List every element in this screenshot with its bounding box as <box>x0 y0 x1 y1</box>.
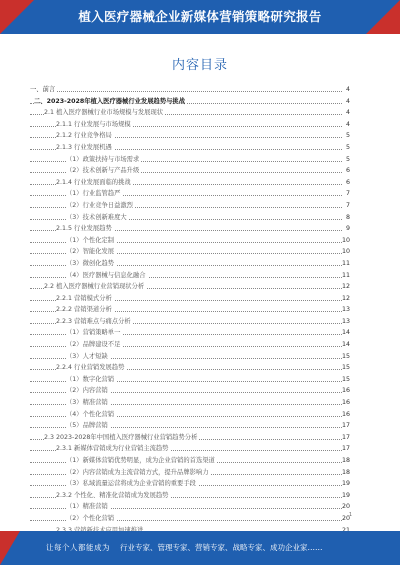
toc-entry-text: （4）医疗器械与信息化融合 <box>66 270 148 282</box>
toc-entry-page: 6 <box>342 165 350 177</box>
toc-entry-text: （1）行业监管趋严 <box>66 188 122 200</box>
page-header <box>0 0 400 34</box>
toc-entry-page: 16 <box>342 409 350 421</box>
toc-entry-page: 9 <box>342 223 350 235</box>
toc-entry[interactable] <box>30 223 350 235</box>
toc-entry-text: （1）新媒体营销优势明显，成为企业营销的首选渠道 <box>66 455 217 467</box>
toc-entry[interactable] <box>30 409 350 421</box>
toc-entry-page: 10 <box>342 246 350 258</box>
toc-entry[interactable] <box>30 154 350 166</box>
toc-entry-page: 6 <box>342 177 350 189</box>
toc-entry[interactable] <box>30 513 350 525</box>
toc-entry-text: （2）内容营销成为主流营销方式，提升品牌影响力 <box>66 467 211 479</box>
toc-entry-page: 17 <box>342 443 350 455</box>
toc-entry-text: （2）个性化营销 <box>66 513 116 525</box>
toc-entry[interactable] <box>30 327 350 339</box>
toc-entry-text: 一、前言 <box>30 84 57 96</box>
toc-entry-page: 11 <box>342 270 350 282</box>
toc-entry-text: 二、2023-2028年植入医疗器械行业发展趋势与挑战 <box>34 96 187 108</box>
toc-entry-page: 16 <box>342 397 350 409</box>
toc-entry-text: 2.3.1 新媒体营销成为行业营销主流趋势 <box>56 443 170 455</box>
toc-entry-text: （2）行业竞争日益激烈 <box>66 200 135 212</box>
toc-entry-page: 20 <box>342 513 350 525</box>
toc-entry-page: 15 <box>342 362 350 374</box>
page-footer <box>0 531 400 565</box>
toc-entry-page: 4 <box>342 107 350 119</box>
toc-entry-page: 17 <box>342 420 350 432</box>
toc-entry-text: （1）政策扶持与市场需求 <box>66 154 141 166</box>
toc-entry[interactable] <box>30 246 350 258</box>
footer-tagline: 行业专家、管理专家、营销专家、战略专家、成功企业家…… <box>120 543 323 552</box>
toc-entry[interactable] <box>30 455 350 467</box>
toc-entry-page: 5 <box>342 130 350 142</box>
toc-entry[interactable] <box>30 212 350 224</box>
toc-entry[interactable] <box>30 501 350 513</box>
toc-entry-text: （3）技术创新难度大 <box>66 212 129 224</box>
toc-entry[interactable] <box>30 177 350 189</box>
table-of-contents <box>30 84 350 559</box>
toc-entry-page: 7 <box>342 200 350 212</box>
toc-entry[interactable] <box>30 107 350 119</box>
toc-entry-text: （1）数字化营销 <box>66 374 116 386</box>
toc-entry[interactable] <box>30 478 350 490</box>
toc-entry[interactable] <box>30 316 350 328</box>
toc-entry[interactable] <box>30 281 350 293</box>
toc-entry[interactable] <box>30 420 350 432</box>
header-decoration-left <box>0 0 34 34</box>
toc-entry[interactable] <box>30 293 350 305</box>
toc-entry-page: 11 <box>342 258 350 270</box>
toc-entry-page: 15 <box>342 351 350 363</box>
toc-entry[interactable] <box>30 490 350 502</box>
toc-entry-page: 5 <box>342 154 350 166</box>
toc-entry-page: 12 <box>342 281 350 293</box>
header-decoration-right <box>366 0 400 34</box>
toc-entry-page: 16 <box>342 385 350 397</box>
toc-entry-text: 2.2.4 行业营销发展趋势 <box>56 362 126 374</box>
toc-entry[interactable] <box>30 374 350 386</box>
toc-entry[interactable] <box>30 351 350 363</box>
toc-entry[interactable] <box>30 362 350 374</box>
toc-entry-text: （3）私域流量运营将成为企业营销的重要手段 <box>66 478 198 490</box>
toc-entry-text: （2）内容营销 <box>66 385 110 397</box>
toc-entry-page: 18 <box>342 467 350 479</box>
toc-entry-page: 19 <box>342 478 350 490</box>
toc-entry-text: 2.2.2 营销渠道分析 <box>56 304 114 316</box>
toc-entry[interactable] <box>30 142 350 154</box>
toc-entry-text: 2.1.4 行业发展面临的挑战 <box>56 177 133 189</box>
toc-entry-page: 18 <box>342 455 350 467</box>
toc-entry-text: 2.2.1 营销模式分析 <box>56 293 114 305</box>
toc-entry[interactable] <box>30 258 350 270</box>
toc-entry[interactable] <box>30 432 350 444</box>
toc-entry-text: （1）营销策略单一 <box>66 327 122 339</box>
toc-entry-text: （1）精准营销 <box>66 501 110 513</box>
toc-entry-text: 2.1.5 行业发展趋势 <box>56 223 114 235</box>
toc-entry-text: （4）个性化营销 <box>66 409 116 421</box>
toc-entry-text: 2.1 植入医疗器械行业市场规模与发展现状 <box>44 107 165 119</box>
toc-entry-page: 10 <box>342 235 350 247</box>
toc-entry-page: 14 <box>342 339 350 351</box>
footer-slogan: 让每个人都能成为 <box>46 543 110 552</box>
toc-entry-text: 2.3.2 个性化、精准化营销成为发展趋势 <box>56 490 170 502</box>
toc-entry[interactable] <box>30 270 350 282</box>
toc-entry-text: （3）微创化趋势 <box>66 258 116 270</box>
toc-entry-page: 12 <box>342 293 350 305</box>
toc-entry[interactable] <box>30 96 350 108</box>
toc-entry-page: 4 <box>342 96 350 108</box>
toc-entry[interactable] <box>30 119 350 131</box>
toc-entry-text: （2）品牌建设不足 <box>66 339 122 351</box>
toc-entry-text: 2.1.2 行业竞争格局 <box>56 130 114 142</box>
toc-entry-page: 14 <box>342 327 350 339</box>
toc-entry-text: 2.1.1 行业发展与市场规模 <box>56 119 133 131</box>
toc-entry-text: （1）个性化定制 <box>66 235 116 247</box>
toc-entry[interactable] <box>30 84 350 96</box>
toc-heading: 内容目录 <box>171 58 228 73</box>
toc-entry-page: 4 <box>342 84 350 96</box>
toc-entry-page: 13 <box>342 304 350 316</box>
toc-entry[interactable] <box>30 397 350 409</box>
toc-entry[interactable] <box>30 443 350 455</box>
toc-entry[interactable] <box>30 200 350 212</box>
toc-entry[interactable] <box>30 385 350 397</box>
toc-entry-page: 5 <box>342 142 350 154</box>
report-title: 植入医疗器械企业新媒体营销策略研究报告 <box>78 9 322 24</box>
toc-entry-page: 13 <box>342 316 350 328</box>
toc-entry-text: 2.2.3 营销难点与痛点分析 <box>56 316 133 328</box>
toc-entry-page: 8 <box>342 212 350 224</box>
toc-entry-text: 2.3 2023-2028年中国植入医疗器械行业营销趋势分析 <box>44 432 199 444</box>
toc-entry[interactable] <box>30 304 350 316</box>
toc-entry[interactable] <box>30 339 350 351</box>
toc-entry[interactable] <box>30 235 350 247</box>
toc-entry[interactable] <box>30 165 350 177</box>
toc-entry-text: 2.2 植入医疗器械行业营销现状分析 <box>44 281 146 293</box>
toc-entry-text: （2）智能化发展 <box>66 246 116 258</box>
toc-entry-page: 17 <box>342 432 350 444</box>
toc-entry[interactable] <box>30 130 350 142</box>
toc-entry-page: 20 <box>342 501 350 513</box>
toc-entry-text: （2）技术创新与产品升级 <box>66 165 141 177</box>
toc-entry-page: 7 <box>342 188 350 200</box>
toc-entry-text: 2.1.3 行业发展机遇 <box>56 142 114 154</box>
toc-leader-dots <box>30 91 342 92</box>
toc-entry[interactable] <box>30 467 350 479</box>
toc-entry-text: （3）人才短缺 <box>66 351 110 363</box>
toc-entry[interactable] <box>30 188 350 200</box>
toc-entry-text: （5）品牌营销 <box>66 420 110 432</box>
toc-entry-text: （3）精准营销 <box>66 397 110 409</box>
page-number: 1 <box>348 512 352 518</box>
toc-entry-page: 15 <box>342 374 350 386</box>
toc-entry-page: 4 <box>342 119 350 131</box>
toc-entry-page: 19 <box>342 490 350 502</box>
footer-decoration <box>0 531 20 565</box>
